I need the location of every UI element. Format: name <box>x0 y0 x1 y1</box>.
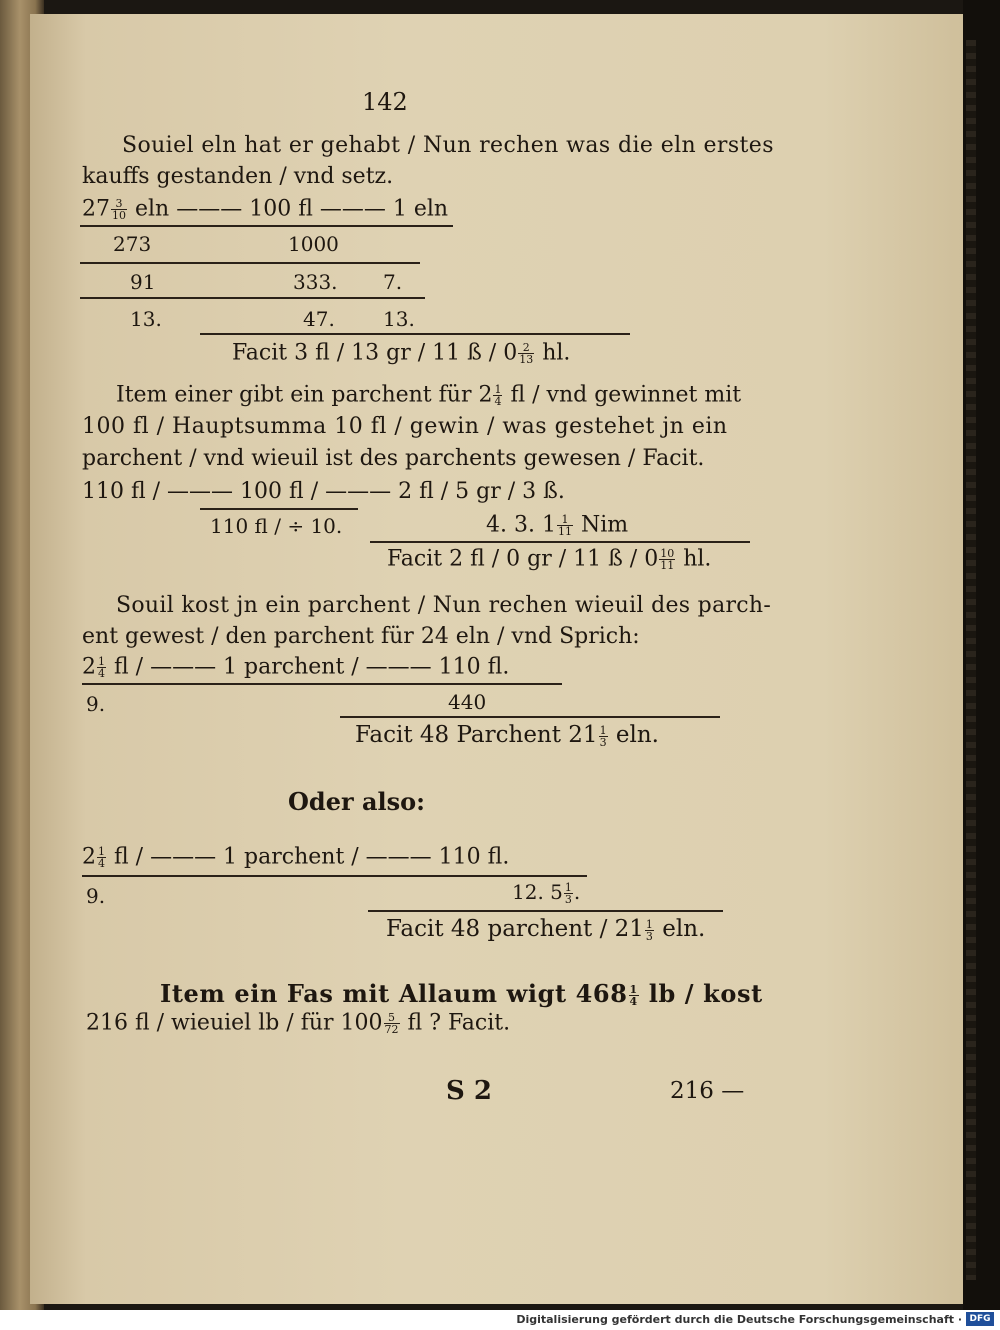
calc-cell: 13. <box>383 307 415 331</box>
page-edge <box>963 0 1000 1310</box>
calc-cell: 7. <box>383 270 403 294</box>
facit-line: Facit 48 Parchent 21 $\frac{1}{3}$ eln. <box>355 722 659 749</box>
rule <box>82 875 587 877</box>
text-line: Item ein Fas mit Allaum wigt 468 $\frac{1}{4}$ lb / kost <box>160 979 763 1008</box>
calc-line: 110 fl / ——— 100 fl / ——— 2 fl / 5 gr / 3 ß. <box>82 479 565 504</box>
calc-cell: 1000 <box>288 232 339 256</box>
text-line: parchent / vnd wieuil ist des parchents gewesen / Facit. <box>82 446 705 471</box>
text-line: kauffs gestanden / vnd setz. <box>82 164 394 189</box>
funding-credit: Digitalisierung gefördert durch die Deutsche Forschungsgemeinschaft · <box>516 1313 962 1326</box>
text-line: 100 fl / Hauptsumma 10 fl / gewin / was gestehet jn ein <box>82 414 728 439</box>
rule <box>340 716 720 718</box>
page-number: 142 <box>362 88 408 116</box>
text-line: Souil kost jn ein parchent / Nun rechen wieuil des parch- <box>116 593 772 618</box>
calc-cell: 12. 5 $\frac{1}{3}$ . <box>512 880 581 906</box>
calc-cell: 273 <box>113 232 152 256</box>
facit-line: Facit 3 fl / 13 gr / 11 ß / 0 $\frac{2}{13}$ hl. <box>232 340 571 366</box>
calc-cell: 91 <box>130 270 156 294</box>
text-line: ent gewest / den parchent für 24 eln / vnd Sprich: <box>82 624 640 649</box>
calc-cell: 440 <box>448 690 487 714</box>
calc-cell: 110 fl / ÷ 10. <box>210 514 343 538</box>
calc-cell: 333. <box>293 270 338 294</box>
calc-cell: 4. 3. 1 $\frac{1}{11}$ Nim <box>486 512 629 538</box>
rule <box>200 333 630 335</box>
facit-line: Facit 2 fl / 0 gr / 11 ß / 0 $\frac{10}{11}$ hl. <box>387 546 712 572</box>
rule <box>80 225 453 227</box>
rule <box>82 683 562 685</box>
signature-mark: S 2 <box>446 1076 492 1106</box>
rule <box>80 297 425 299</box>
facit-line: Facit 48 parchent / 21 $\frac{1}{3}$ eln. <box>386 916 706 943</box>
rule <box>370 541 750 543</box>
text-line: 216 fl / wieuiel lb / für 100 $\frac{5}{72}$ fl ? Facit. <box>86 1010 511 1036</box>
calc-cell: 9. <box>86 884 106 908</box>
text-line: Item einer gibt ein parchent für 2 $\frac{1}{4}$ fl / vnd gewinnet mit <box>116 382 742 408</box>
calc-cell: 47. <box>303 307 335 331</box>
footer <box>0 1310 1000 1330</box>
calc-line: 27 $\frac{3}{10}$ eln ——— 100 fl ——— 1 eln <box>82 196 449 222</box>
calc-cell: 9. <box>86 692 106 716</box>
calc-line: 2 $\frac{1}{4}$ fl / ——— 1 parchent / ——— 110 fl. <box>82 654 510 680</box>
calc-line: 2 $\frac{1}{4}$ fl / ——— 1 parchent / ——— 110 fl. <box>82 844 510 870</box>
catchword: 216 — <box>670 1078 745 1104</box>
text-line: Souiel eln hat er gehabt / Nun rechen was die eln erstes <box>122 133 774 158</box>
rule <box>368 910 723 912</box>
rule <box>200 508 358 510</box>
rule <box>80 262 420 264</box>
dfg-logo: DFG <box>966 1312 994 1326</box>
section-heading: Oder also: <box>288 787 426 816</box>
calc-cell: 13. <box>130 307 162 331</box>
